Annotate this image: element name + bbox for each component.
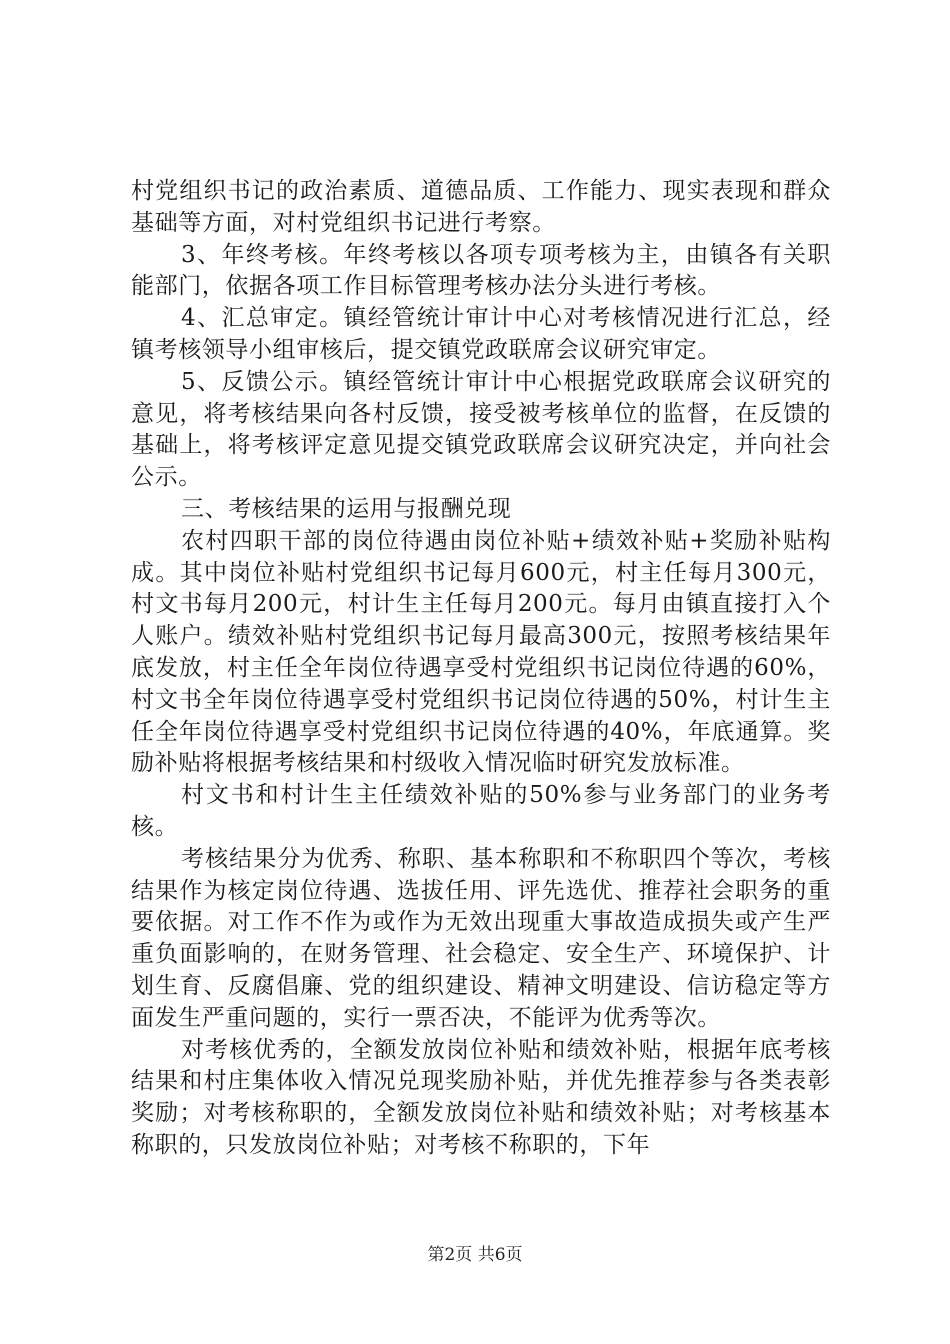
paragraph-6: 村文书和村计生主任绩效补贴的50%参与业务部门的业务考核。 xyxy=(131,782,831,840)
document-body xyxy=(131,176,831,1162)
paragraph-5: 农村四职干部的岗位待遇由岗位补贴+绩效补贴+奖励补贴构成。其中岗位补贴村党组织书记每月600元，村主任每月300元，村文书每月200元，村计生主任每月200元。每月由镇直接打入个人账户。绩效补贴村党组织书记每月最高300元，按照考核结果年底发放，村主任全年岗位待遇享受村党组织书记岗位待遇的60%，村文书全年岗位待遇享受村党组织书记岗位待遇的50%，村计生主任全年岗位待遇享受村党组织书记岗位待遇的40%，年底通算。奖励补贴将根据考核结果和村级收入情况临时研究发放标准。 xyxy=(131,527,831,777)
paragraph-3: 4、汇总审定。镇经管统计审计中心对考核情况进行汇总，经镇考核领导小组审核后，提交镇党政联席会议研究审定。 xyxy=(131,305,831,363)
page-footer: 第2页 共6页 xyxy=(427,1245,523,1265)
paragraph-8: 对考核优秀的，全额发放岗位补贴和绩效补贴，根据年底考核结果和村庄集体收入情况兑现奖励补贴，并优先推荐参与各类表彰奖励；对考核称职的，全额发放岗位补贴和绩效补贴；对考核基本称职的，只发放岗位补贴；对考核不称职的，下年 xyxy=(131,1036,831,1158)
paragraph-4: 5、反馈公示。镇经管统计审计中心根据党政联席会议研究的意见，将考核结果向各村反馈，接受被考核单位的监督，在反馈的基础上，将考核评定意见提交镇党政联席会议研究决定，并向社会公示。 xyxy=(131,368,831,491)
paragraph-7: 考核结果分为优秀、称职、基本称职和不称职四个等次，考核结果作为核定岗位待遇、选拔任用、评先选优、推荐社会职务的重要依据。对工作不作为或作为无效出现重大事故造成损失或产生严重负面影响的，在财务管理、社会稳定、安全生产、环境保护、计划生育、反腐倡廉、党的组织建设、精神文明建设、信访稳定等方面发生严重问题的，实行一票否决，不能评为优秀等次。 xyxy=(131,845,831,1031)
paragraph-1: 村党组织书记的政治素质、道德品质、工作能力、现实表现和群众基础等方面，对村党组织书记进行考察。 xyxy=(131,178,831,236)
paragraph-2: 3、年终考核。年终考核以各项专项考核为主，由镇各有关职能部门，依据各项工作目标管理考核办法分头进行考核。 xyxy=(131,241,831,300)
section-heading: 三、考核结果的运用与报酬兑现 xyxy=(181,495,512,522)
